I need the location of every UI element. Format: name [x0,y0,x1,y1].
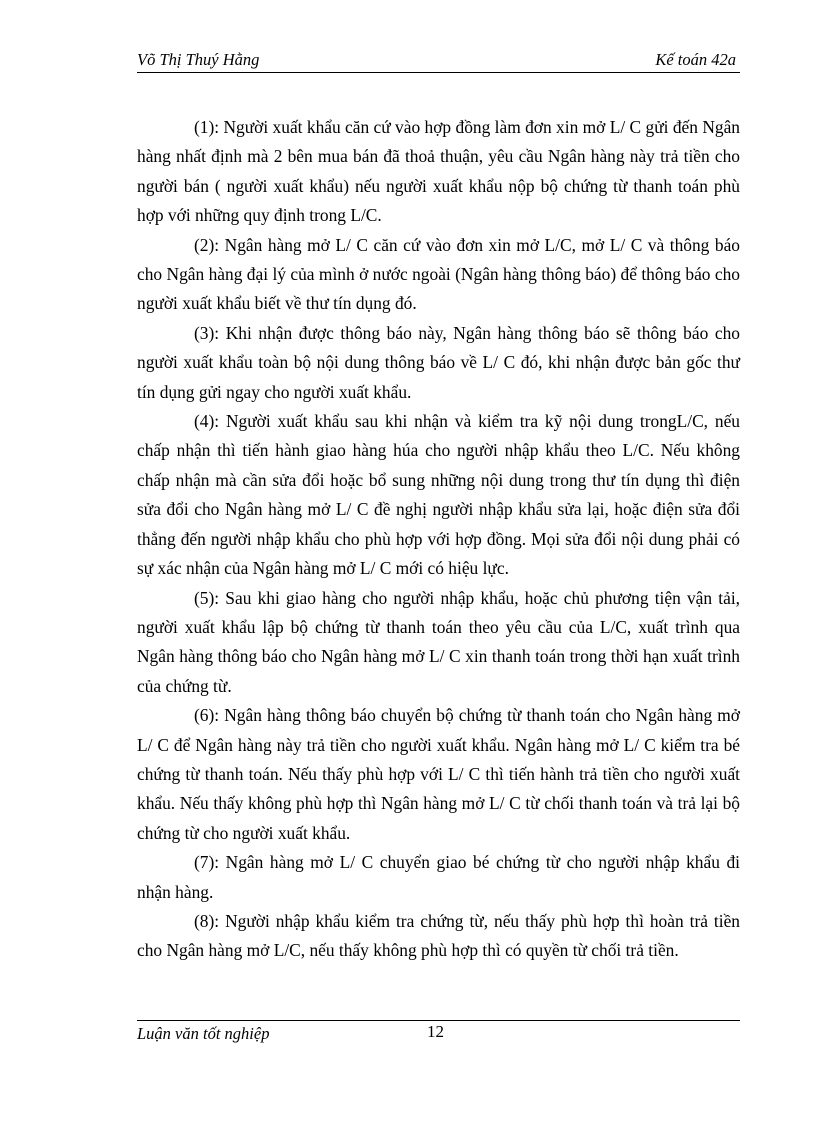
paragraph-step-1: (1): Người xuất khẩu căn cứ vào hợp đồng làm đơn xin mở L/ C gửi đến Ngân hàng nhất định mà 2 bên mua bán đã thoả thuận, yêu cầu Ngân hàng này trả tiền cho người bán ( người xuất khẩu) nếu người xuất khẩu nộp bộ chứng từ thanh toán phù hợp với những quy định trong L/C. [137,117,740,226]
footer-label: Luận văn tốt nghiệp [137,1024,270,1043]
paragraph-step-2: (2): Ngân hàng mở L/ C căn cứ vào đơn xin mở L/C, mở L/ C và thông báo cho Ngân hàng đại lý của mình ở nước ngoài (Ngân hàng thông báo) để thông báo cho người xuất khẩu biết về thư tín dụng đó. [137,234,740,314]
page-header [137,50,740,73]
paragraph-step-7: (7): Ngân hàng mở L/ C chuyển giao bé chứng từ cho người nhập khẩu đi nhận hàng. [137,852,740,902]
paragraph-step-8: (8): Người nhập khẩu kiểm tra chứng từ, nếu thấy phù hợp thì hoàn trả tiền cho Ngân hàng mở L/C, nếu thấy không phù hợp thì có quyền từ chối trả tiền. [137,910,740,961]
header-class: Kế toán 42a [655,50,736,69]
header-author: Võ Thị Thuý Hằng [137,50,260,69]
paragraph-step-6: (6): Ngân hàng thông báo chuyển bộ chứng từ thanh toán cho Ngân hàng mở L/ C để Ngân hàng này trả tiền cho người xuất khẩu. Ngân hàng mở L/ C kiểm tra bé chứng từ thanh toán. Nếu thấy phù hợp với L/ C thì tiến hành trả tiền cho người xuất khẩu. Nếu thấy không phù hợp thì Ngân hàng mở L/ C từ chối thanh toán và trả lại bộ chứng từ cho người xuất khẩu. [137,705,740,843]
paragraph-step-3: (3): Khi nhận được thông báo này, Ngân hàng thông báo sẽ thông báo cho người xuất khẩu toàn bộ nội dung thông báo về L/ C đó, khi nhận được bản gốc thư tín dụng gửi ngay cho người xuất khẩu. [137,322,740,402]
footer-divider [137,1020,740,1021]
paragraph-step-4: (4): Người xuất khẩu sau khi nhận và kiểm tra kỹ nội dung trongL/C, nếu chấp nhận thì tiến hành giao hàng húa cho người nhập khẩu theo L/C. Nếu không chấp nhận mà cần sửa đổi hoặc bổ sung những nội dung trong thư tín dụng thì điện sửa đổi cho Ngân hàng mở L/ C đề nghị người nhập khẩu sửa lại, hoặc điện sửa đổi thẳng đến người nhập khẩu cho phù hợp với hợp đồng. Mọi sửa đổi nội dung phải có sự xác nhận của Ngân hàng mở L/ C mới có hiệu lực. [137,411,740,579]
page-number: 12 [427,1022,444,1041]
paragraph-step-5: (5): Sau khi giao hàng cho người nhập khẩu, hoặc chủ phương tiện vận tải, người xuất khẩu lập bộ chứng từ thanh toán theo yêu cầu của L/C, xuất trình qua Ngân hàng thông báo cho Ngân hàng mở L/ C xin thanh toán trong thời hạn xuất trình của chứng từ. [137,587,740,696]
document-body [137,113,740,966]
